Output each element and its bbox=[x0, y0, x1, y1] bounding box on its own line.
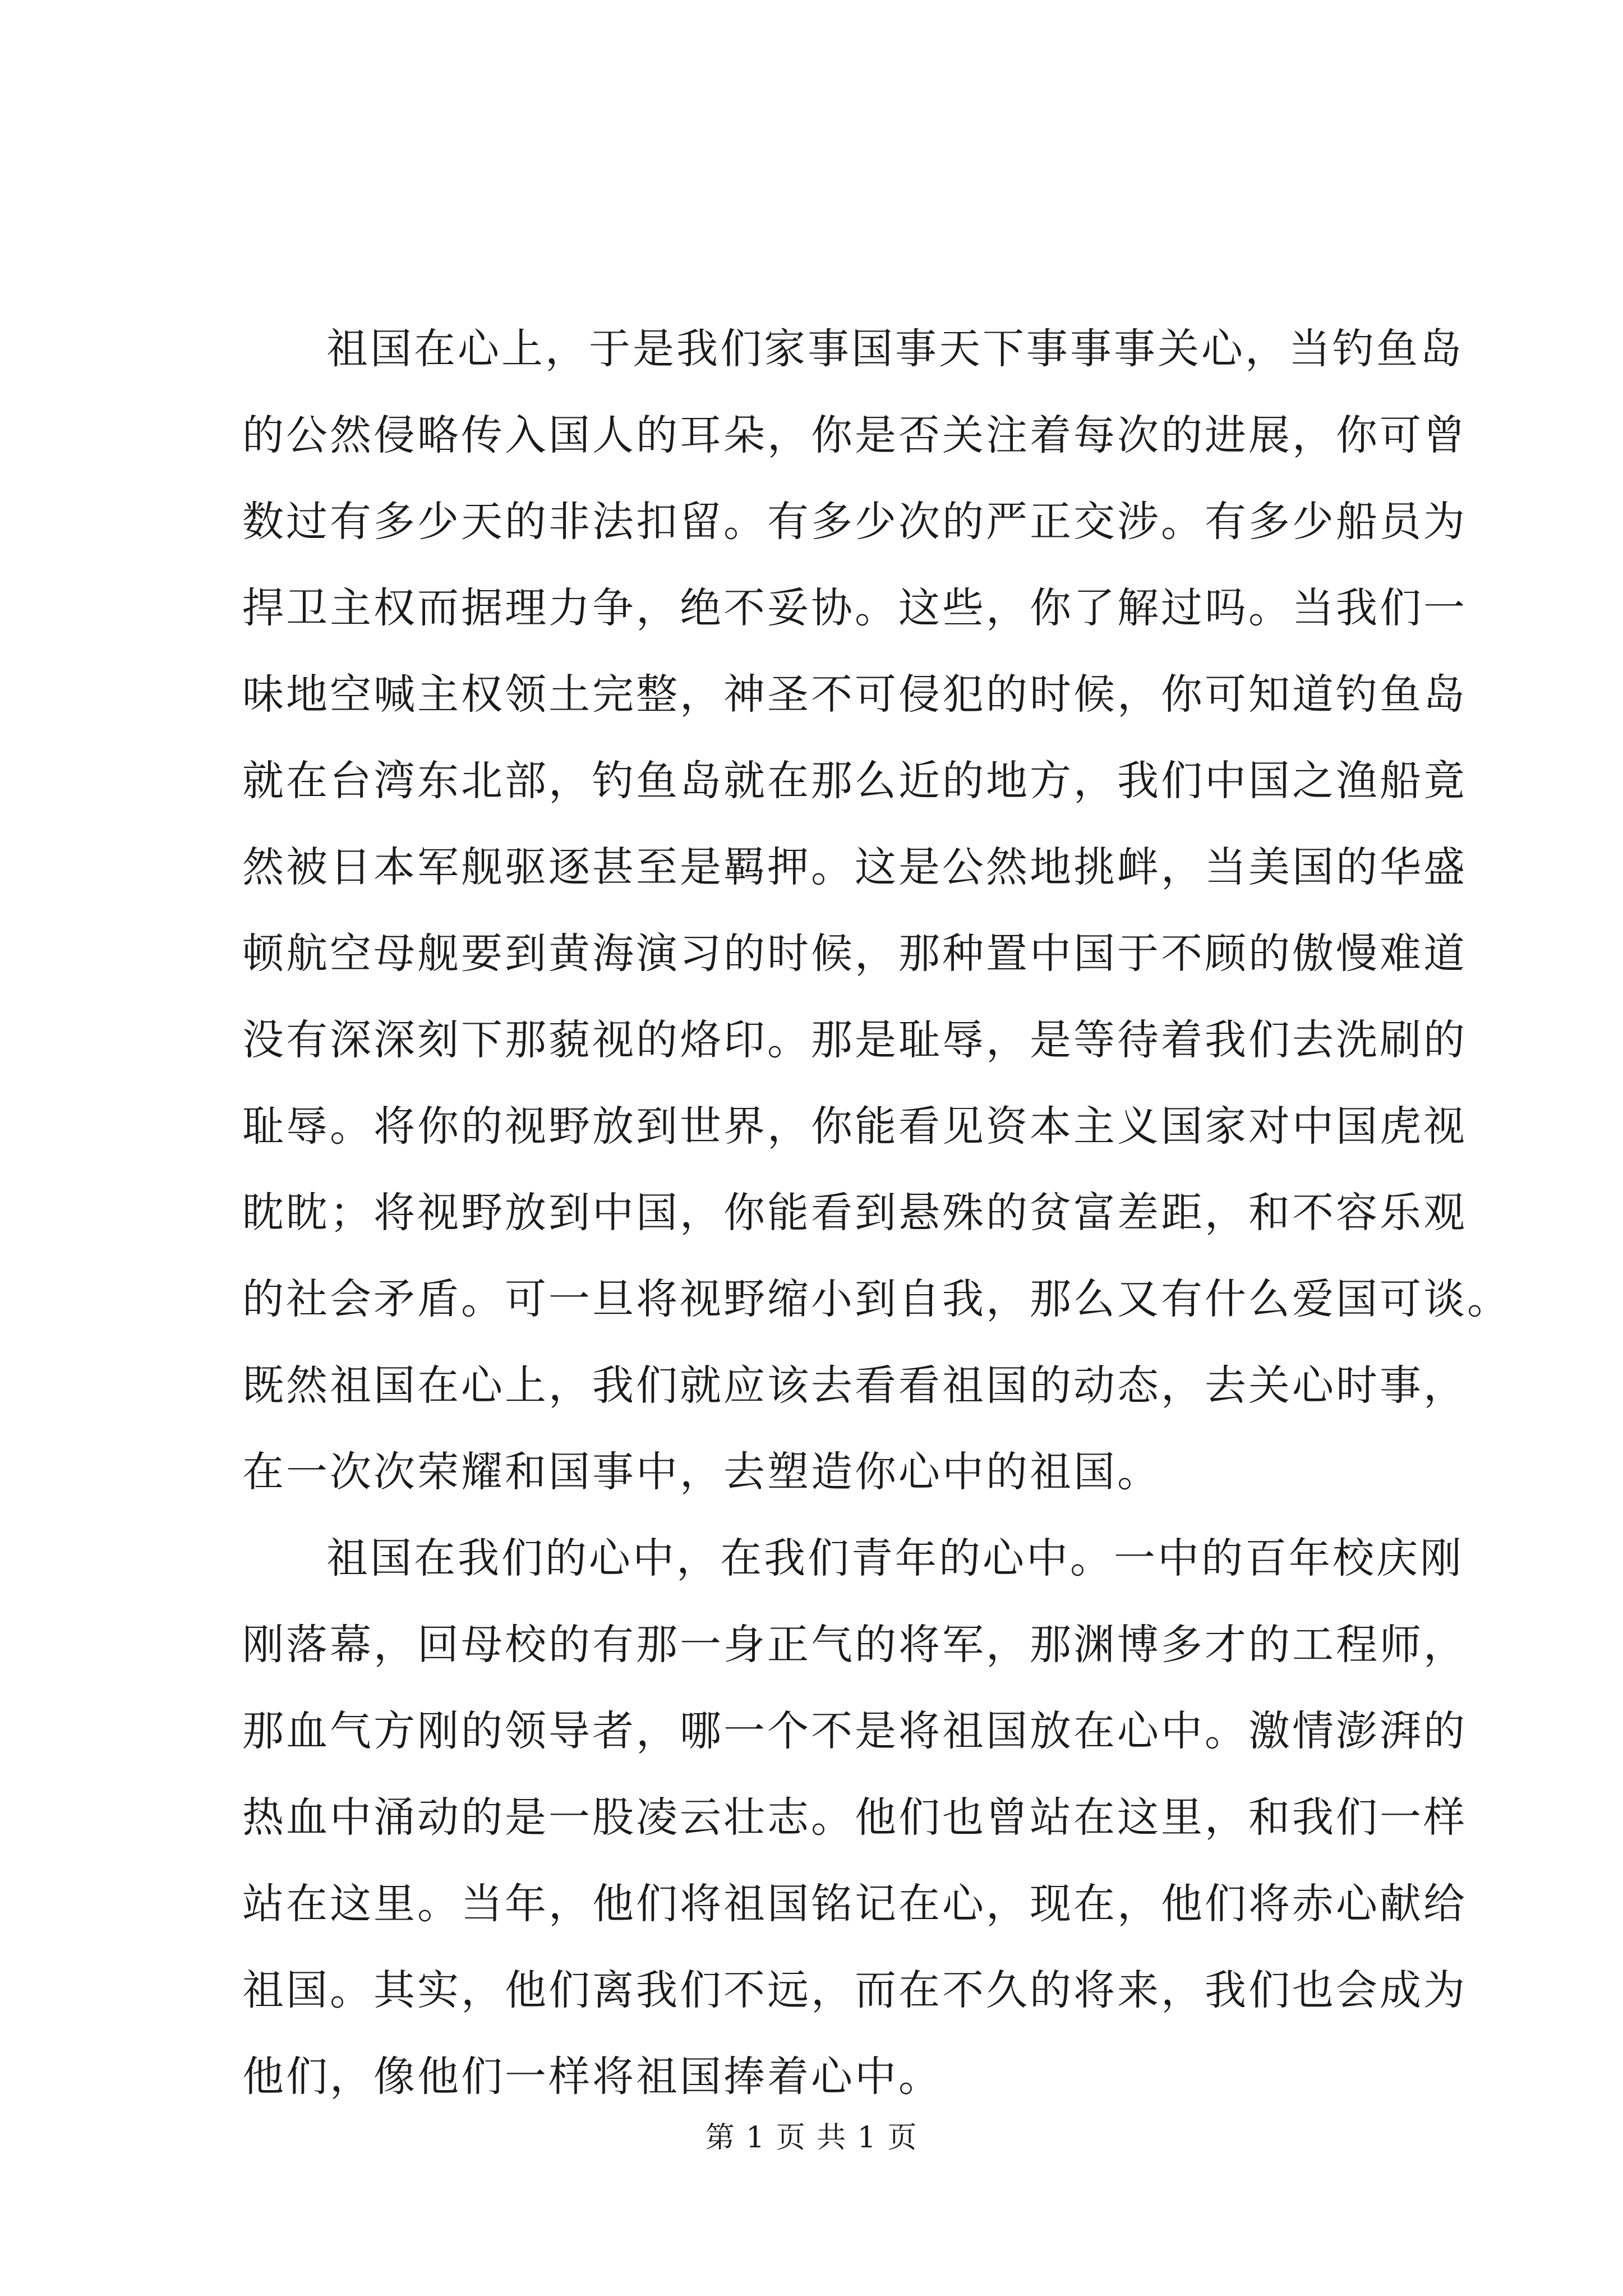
text-line: 的公然侵略传入国人的耳朵，你是否关注着每次的进展，你可曾 bbox=[242, 411, 1467, 459]
text-line: 在一次次荣耀和国事中，去塑造你心中的祖国。 bbox=[242, 1448, 1161, 1496]
page-footer bbox=[0, 2114, 1623, 2156]
text-line: 祖国在心上，于是我们家事国事天下事事事关心，当钓鱼岛 bbox=[326, 325, 1464, 373]
page-number-label: 第 1 页 共 1 页 bbox=[705, 2121, 918, 2155]
text-line: 既然祖国在心上，我们就应该去看看祖国的动态，去关心时事， bbox=[242, 1361, 1467, 1410]
text-line: 耻辱。将你的视野放到世界，你能看见资本主义国家对中国虎视 bbox=[242, 1102, 1467, 1151]
text-line: 站在这里。当年，他们将祖国铭记在心，现在，他们将赤心献给 bbox=[242, 1880, 1467, 1928]
text-line: 热血中涌动的是一股凌云壮志。他们也曾站在这里，和我们一样 bbox=[242, 1793, 1467, 1842]
text-line: 顿航空母舰要到黄海演习的时候，那种置中国于不顾的傲慢难道 bbox=[242, 930, 1467, 978]
text-line: 眈眈；将视野放到中国，你能看到悬殊的贫富差距，和不容乐观 bbox=[242, 1189, 1467, 1237]
paragraph-1 bbox=[242, 306, 1511, 1515]
text-line: 刚落幕，回母校的有那一身正气的将军，那渊博多才的工程师， bbox=[242, 1621, 1467, 1669]
text-line: 就在台湾东北部，钓鱼岛就在那么近的地方，我们中国之渔船竟 bbox=[242, 757, 1467, 805]
text-line: 的社会矛盾。可一旦将视野缩小到自我，那么又有什么爱国可谈。 bbox=[242, 1275, 1511, 1323]
text-line: 然被日本军舰驱逐甚至是羁押。这是公然地挑衅，当美国的华盛 bbox=[242, 843, 1467, 891]
text-line: 祖国在我们的心中，在我们青年的心中。一中的百年校庆刚 bbox=[326, 1534, 1464, 1582]
text-line: 数过有多少天的非法扣留。有多少次的严正交涉。有多少船员为 bbox=[242, 498, 1467, 546]
document-body bbox=[242, 306, 1511, 2120]
text-line: 祖国。其实，他们离我们不远，而在不久的将来，我们也会成为 bbox=[242, 1966, 1467, 2014]
text-line: 他们，像他们一样将祖国捧着心中。 bbox=[242, 2053, 942, 2101]
text-line: 没有深深刻下那藐视的烙印。那是耻辱，是等待着我们去洗刷的 bbox=[242, 1016, 1467, 1064]
paragraph-2 bbox=[242, 1515, 1467, 2120]
text-line: 那血气方刚的领导者，哪一个不是将祖国放在心中。激情澎湃的 bbox=[242, 1707, 1467, 1755]
text-line: 味地空喊主权领土完整，神圣不可侵犯的时候，你可知道钓鱼岛 bbox=[242, 670, 1467, 719]
text-line: 捍卫主权而据理力争，绝不妥协。这些，你了解过吗。当我们一 bbox=[242, 584, 1467, 632]
